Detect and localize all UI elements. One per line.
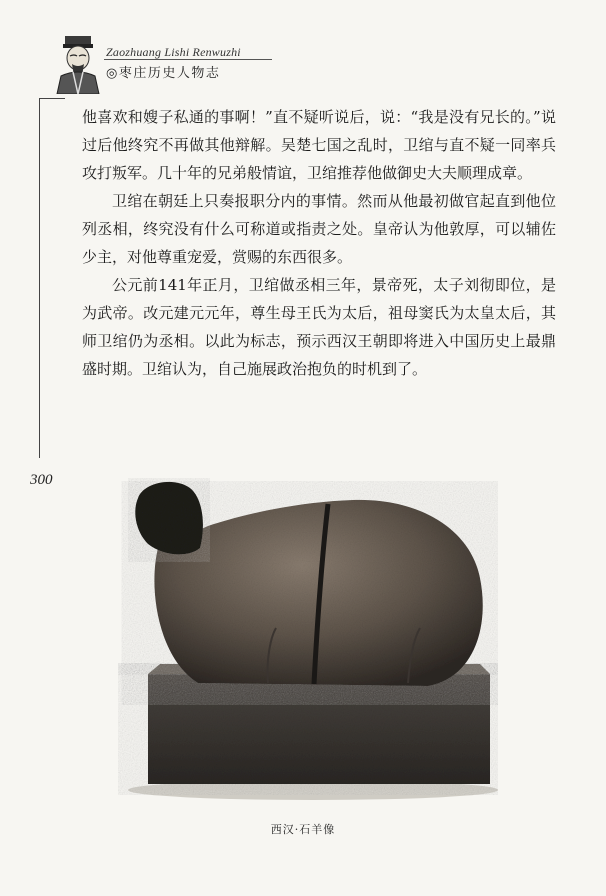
body-text	[82, 103, 556, 383]
series-title-en: Zaozhuang Lishi Renwuzhi	[106, 45, 241, 59]
margin-rule	[39, 98, 40, 458]
paragraph: 他喜欢和嫂子私通的事啊！”直不疑听说后，说：“我是没有兄长的。”说过后他终究不再做其他辩解。吴楚七国之乱时，卫绾与直不疑一同率兵攻打叛军。几十年的兄弟般情谊，卫绾推荐他做御史大夫顺理成章。	[82, 108, 556, 182]
series-title-zh: ◎枣庄历史人物志	[106, 66, 221, 81]
header-divider	[104, 59, 272, 60]
scholar-portrait-icon	[55, 36, 101, 94]
figure-caption: 西汉·石羊像	[270, 823, 336, 836]
paragraph: 公元前141年正月，卫绾做丞相三年，景帝死，太子刘彻即位，是为武帝。改元建元元年，尊生母王氏为太后，祖母窦氏为太皇太后，其师卫绾仍为丞相。以此为标志，预示西汉王朝即将进入中国历史上最鼎盛时期。卫绾认为，自己施展政治抱负的时机到了。	[82, 276, 556, 378]
margin-rule-top	[39, 98, 65, 99]
page-number: 300	[30, 472, 53, 488]
paragraph: 卫绾在朝廷上只奏报职分内的事情。然而从他最初做官起直到他位列丞相，终究没有什么可称道或指责之处。皇帝认为他敦厚，可以辅佐少主，对他尊重宠爱，赏赐的东西很多。	[82, 192, 556, 266]
stone-sheep-photo	[118, 478, 498, 800]
